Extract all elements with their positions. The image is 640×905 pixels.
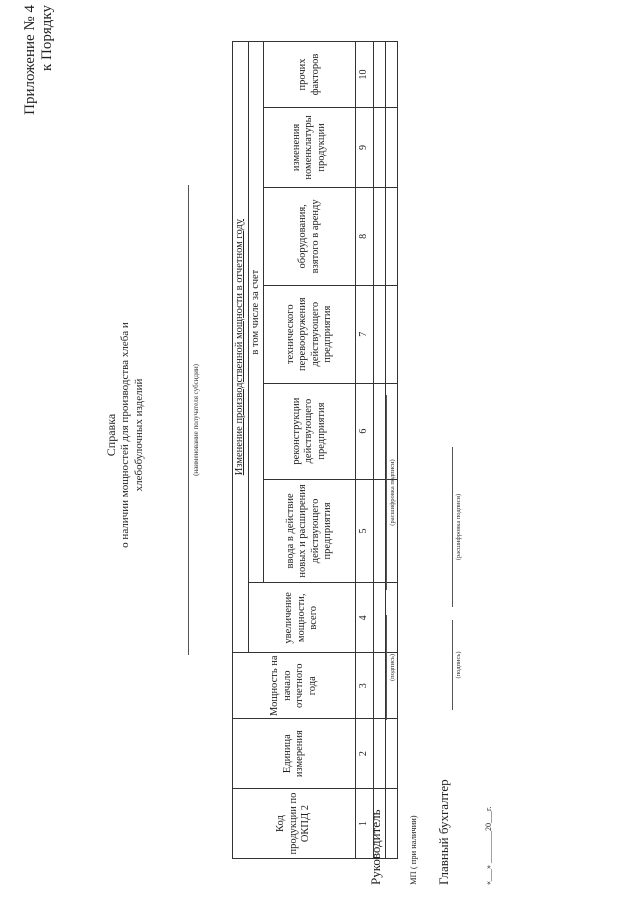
col-number: 10 bbox=[356, 42, 374, 108]
col-number: 9 bbox=[356, 107, 374, 187]
accountant-label: Главный бухгалтер bbox=[436, 779, 451, 885]
data-cell[interactable] bbox=[374, 107, 386, 187]
head-name-caption: (расшифровка подписи) bbox=[389, 459, 396, 526]
data-cell[interactable] bbox=[386, 187, 398, 285]
title-line-2: о наличии мощностей для производства хлеба и bbox=[119, 322, 131, 548]
col-number: 2 bbox=[356, 719, 374, 789]
col-number: 1 bbox=[356, 789, 374, 859]
data-cell[interactable] bbox=[386, 107, 398, 187]
appendix-number: Приложение № 4 bbox=[22, 5, 38, 115]
data-cell[interactable] bbox=[374, 653, 386, 719]
data-cell[interactable] bbox=[374, 383, 386, 479]
col-number: 4 bbox=[356, 583, 374, 653]
stamp-label: МП ( при наличии) bbox=[408, 815, 418, 885]
head-label: Руководитель bbox=[368, 809, 383, 885]
header-reconstruction: реконструкции действующего предприятия bbox=[264, 383, 356, 479]
data-cell[interactable] bbox=[386, 285, 398, 383]
data-cell[interactable] bbox=[386, 719, 398, 789]
header-code: Код продукции по ОКПД 2 bbox=[233, 789, 356, 859]
accountant-name-caption: (расшифровка подписи) bbox=[455, 493, 462, 561]
title-line-3: хлебобулочных изделий bbox=[133, 378, 145, 492]
header-including: в том числе за счет bbox=[248, 42, 264, 583]
col-number: 7 bbox=[356, 285, 374, 383]
data-cell[interactable] bbox=[374, 42, 386, 108]
data-cell[interactable] bbox=[386, 789, 398, 859]
header-reequipment: технического перевооружения действующего предприятия bbox=[264, 285, 356, 383]
head-name-line[interactable] bbox=[386, 395, 387, 590]
header-new: ввода в действие новых и расширения действующего предприятия bbox=[264, 479, 356, 583]
col-number: 6 bbox=[356, 383, 374, 479]
header-nomenclature: изменения номенклатуры продукции bbox=[264, 107, 356, 187]
header-lease: оборудования, взятого в аренду bbox=[264, 187, 356, 285]
header-unit: Единица измерения bbox=[233, 719, 356, 789]
capacity-table bbox=[232, 41, 398, 859]
header-change-group: Изменение производственной мощности в отчетном году bbox=[233, 42, 249, 653]
recipient-line bbox=[188, 185, 189, 655]
head-sign-caption: (подпись) bbox=[389, 654, 396, 681]
header-capacity: Мощность на начало отчетного года bbox=[233, 653, 356, 719]
data-cell[interactable] bbox=[374, 285, 386, 383]
header-increase: увеличение мощности, всего bbox=[248, 583, 356, 653]
date-line[interactable]: «___» ________20___г. bbox=[484, 806, 493, 885]
data-cell[interactable] bbox=[374, 479, 386, 583]
data-cell[interactable] bbox=[374, 187, 386, 285]
accountant-name-line[interactable] bbox=[452, 447, 453, 607]
title-line-1: Справка bbox=[104, 413, 118, 457]
appendix-header bbox=[22, 5, 56, 145]
document-title bbox=[104, 245, 146, 625]
data-cell[interactable] bbox=[374, 583, 386, 653]
column-number-row bbox=[356, 42, 374, 859]
col-number: 8 bbox=[356, 187, 374, 285]
data-cell[interactable] bbox=[386, 42, 398, 108]
col-number: 3 bbox=[356, 653, 374, 719]
accountant-sign-caption: (подпись) bbox=[455, 651, 462, 679]
col-number: 5 bbox=[356, 479, 374, 583]
appendix-reference: к Порядку bbox=[39, 5, 55, 71]
head-sign-line[interactable] bbox=[386, 615, 387, 720]
data-cell[interactable] bbox=[374, 719, 386, 789]
header-other: прочих факторов bbox=[264, 42, 356, 108]
data-row bbox=[374, 42, 386, 859]
recipient-caption: (наименование получателя субсидии) bbox=[192, 364, 200, 476]
accountant-sign-line[interactable] bbox=[452, 620, 453, 710]
